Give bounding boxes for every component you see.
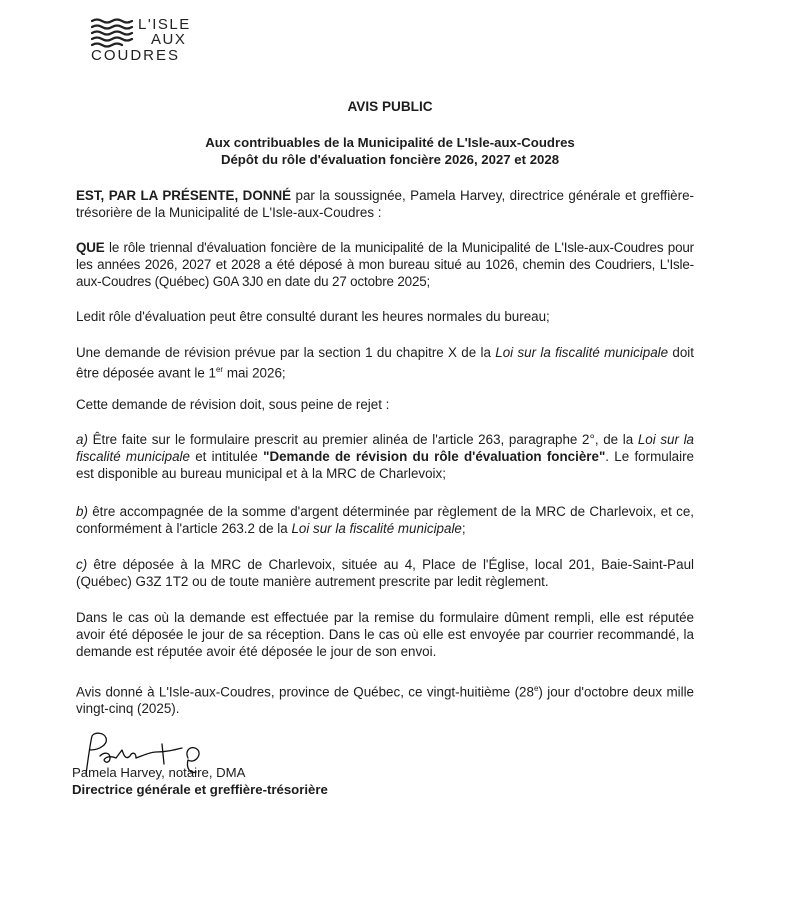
waves-icon: [91, 18, 137, 50]
que-text: le rôle triennal d'évaluation foncière de la municipalité de la Municipalité de L'Isle-aux-Coudres pour les années 2026, 2027 et 2028 a été déposé à mon bureau situé au 1026, chemin des Coudriers, L'Isle-aux-Coudres (Québec) G0A 3J0 en date du 27 octobre 2025;: [76, 240, 694, 289]
logo-line-2: AUX: [151, 31, 187, 48]
condition-b-text-1: être accompagnée de la somme d'argent déterminée par règlement de la MRC de Charlevoix, et ce, conformément à l'article 263.2 de la: [76, 504, 694, 536]
paragraph-given-at: [76, 680, 694, 717]
law-title: Loi sur la fiscalité municipale: [76, 432, 694, 464]
paragraph-condition-a: [76, 431, 694, 482]
subtitle-recipients: Aux contribuables de la Municipalité de L'Isle-aux-Coudres: [205, 135, 575, 150]
condition-a-text-3: . Le formulaire est disponible au bureau municipal et à la MRC de Charlevoix;: [76, 449, 694, 481]
condition-b-label: b): [76, 504, 88, 519]
revision-text-3: mai 2026;: [223, 365, 286, 381]
condition-c-text: être déposée à la MRC de Charlevoix, située au 4, Place de l'Église, local 201, Baie-Saint-Paul (Québec) G3Z 1T2 ou de toute manière autrement prescrite par ledit règlement.: [76, 557, 694, 589]
law-title: Loi sur la fiscalité municipale: [495, 345, 669, 360]
paragraph-condition-c: [76, 556, 694, 590]
logo-line-1: L'ISLE: [138, 16, 191, 33]
paragraph-que: [76, 239, 694, 290]
revision-text-1: Une demande de révision prévue par la section 1 du chapitre X de la: [76, 345, 496, 360]
declaration-lead: EST, PAR LA PRÉSENTE, DONNÉ: [76, 188, 292, 203]
condition-a-text-1: Être faite sur le formulaire prescrit au premier alinéa de l'article 263, paragraphe 2°, de la: [87, 432, 638, 447]
revision-sup: er: [215, 365, 224, 374]
que-lead: QUE: [76, 240, 105, 255]
page-title: AVIS PUBLIC: [347, 99, 433, 114]
condition-c-label: c): [76, 557, 88, 572]
paragraph-declaration: [76, 187, 694, 221]
paragraph-condition-b: [76, 503, 694, 537]
paragraph-consultation: [76, 308, 694, 325]
paragraph-revision-request: [76, 344, 694, 381]
reception-text: Dans le cas où la demande est effectuée par la remise du formulaire dûment rempli, elle est réputée avoir été déposée le jour de sa réception. Dans le cas où elle est envoyée par courrier recommandé, la demande est réputée avoir été déposée le jour de son envoi.: [76, 610, 694, 659]
signatory-title: Directrice générale et greffière-trésorière: [72, 782, 328, 797]
given-at-text-2: ) jour d'octobre deux mille vingt-cinq (2025).: [76, 684, 694, 717]
paragraph-conditions-intro: [76, 396, 694, 413]
municipality-logo: [91, 17, 201, 65]
form-title: "Demande de révision du rôle d'évaluation foncière": [263, 449, 606, 464]
consultation-text: Ledit rôle d'évaluation peut être consulté durant les heures normales du bureau;: [76, 309, 550, 324]
declaration-text: par la soussignée, Pamela Harvey, directrice générale et greffière-trésorière de la Municipalité de L'Isle-aux-Coudres :: [76, 188, 694, 220]
signatory-name: Pamela Harvey, notaire, DMA: [72, 765, 246, 780]
paragraph-reception: [76, 609, 694, 660]
condition-a-label: a): [76, 432, 88, 447]
logo-line-3: COUDRES: [91, 47, 181, 64]
subtitle-subject: Dépôt du rôle d'évaluation foncière 2026, 2027 et 2028: [220, 152, 560, 167]
condition-b-text-2: ;: [461, 521, 466, 536]
conditions-intro-text: Cette demande de révision doit, sous peine de rejet :: [76, 397, 390, 412]
condition-a-text-2: et intitulée: [189, 449, 264, 464]
revision-text-2: doit être déposée avant le 1: [76, 345, 695, 381]
given-at-sup: e: [533, 684, 539, 693]
given-at-text-1: Avis donné à L'Isle-aux-Coudres, province de Québec, ce vingt-huitième (28: [76, 684, 534, 700]
law-title: Loi sur la fiscalité municipale: [291, 521, 462, 536]
